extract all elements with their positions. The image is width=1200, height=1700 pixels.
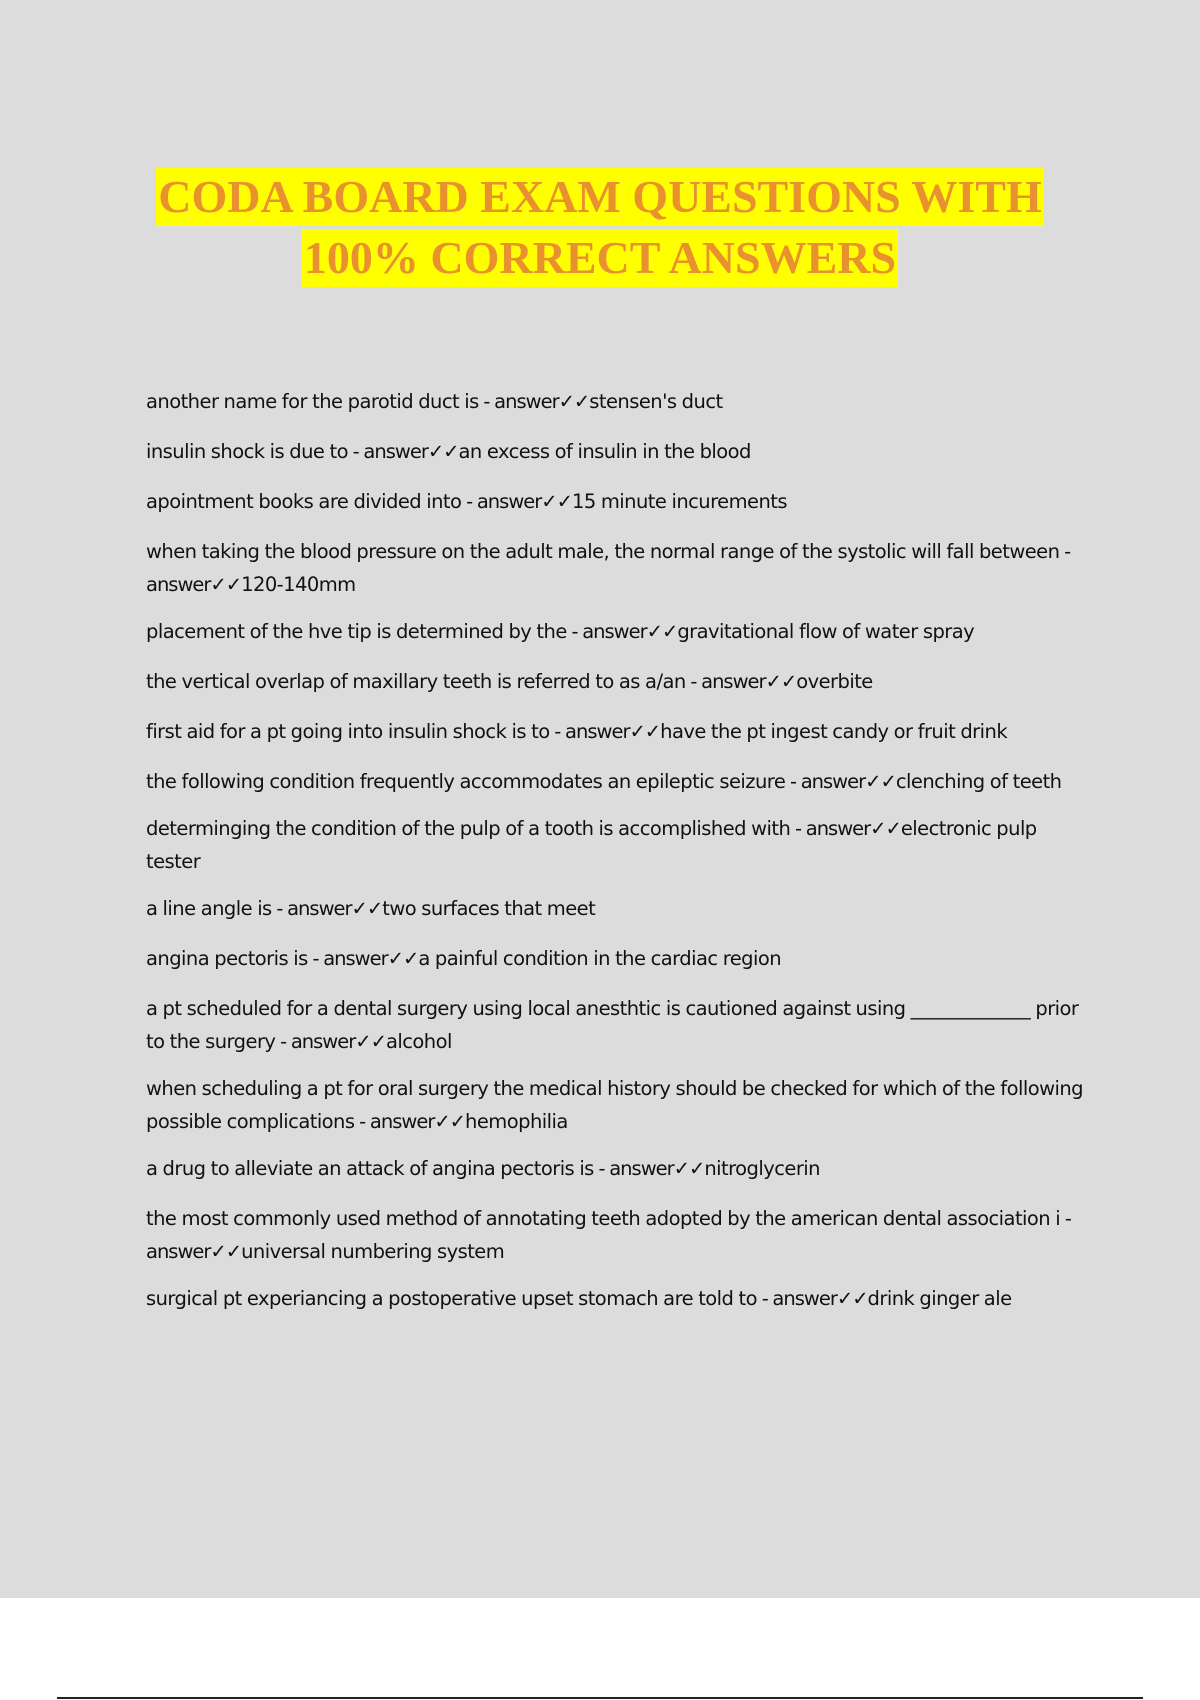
question-text: first aid for a pt going into insulin shock is to	[146, 720, 550, 743]
title-line-1: CODA BOARD EXAM QUESTIONS WITH	[156, 168, 1044, 226]
question-text: apointment books are divided into	[146, 490, 462, 513]
answer-separator: - answer✓✓	[478, 390, 590, 413]
answer-separator: - answer✓✓	[593, 1157, 705, 1180]
answer-text: gravitational flow of water spray	[677, 620, 975, 643]
list-item	[146, 892, 1086, 926]
list-item	[146, 535, 1086, 601]
answer-separator: - answer✓✓	[549, 720, 661, 743]
answer-text: stensen's duct	[589, 390, 723, 413]
question-text: angina pectoris is	[146, 947, 308, 970]
answer-separator: - answer✓✓	[785, 770, 896, 793]
list-item	[146, 765, 1086, 798]
answer-separator: - answer✓✓	[566, 620, 678, 643]
list-item	[146, 385, 1086, 419]
answer-separator: - answer✓✓	[790, 817, 901, 840]
question-text: a line angle is	[146, 897, 272, 920]
answer-text: drink ginger ale	[867, 1287, 1012, 1310]
answer-separator: - answer✓✓	[757, 1287, 868, 1310]
list-item	[146, 812, 1086, 878]
question-text: insulin shock is due to	[146, 440, 348, 463]
document-title	[0, 168, 1200, 290]
answer-text: alcohol	[385, 1030, 452, 1053]
answer-separator: - answer✓✓	[307, 947, 419, 970]
question-text: placement of the hve tip is determined by the	[146, 620, 567, 643]
answer-separator: - answer✓✓	[271, 897, 383, 920]
list-item	[146, 1282, 1086, 1316]
answer-text: an excess of insulin in the blood	[458, 440, 751, 463]
list-item	[146, 715, 1086, 749]
question-text: surgical pt experiancing a postoperative upset stomach are told to	[146, 1287, 757, 1310]
title-line-2: 100% CORRECT ANSWERS	[302, 229, 898, 287]
answer-separator: - answer✓✓	[461, 490, 572, 513]
answer-text: a painful condition in the cardiac region	[418, 947, 782, 970]
answer-text: two surfaces that meet	[382, 897, 596, 920]
answer-text: universal numbering system	[241, 1240, 505, 1263]
question-text: determinging the condition of the pulp of a tooth is accomplished with	[146, 817, 791, 840]
list-item	[146, 435, 1086, 469]
question-text: the following condition frequently accommodates an epileptic seizure	[146, 770, 786, 793]
answer-text: clenching of teeth	[895, 770, 1062, 793]
footer-divider	[57, 1697, 1143, 1699]
answer-separator: - answer✓✓	[685, 670, 797, 693]
question-answer-list	[146, 385, 1086, 1332]
answer-text: have the pt ingest candy or fruit drink	[660, 720, 1008, 743]
question-text: another name for the parotid duct is	[146, 390, 479, 413]
answer-text: electronic pulp tester	[146, 817, 1037, 873]
answer-text: hemophilia	[465, 1110, 568, 1133]
question-text: the most commonly used method of annotating teeth adopted by the american dental association i	[146, 1207, 1061, 1230]
list-item	[146, 1072, 1086, 1138]
answer-separator: - answer✓✓	[146, 1207, 1071, 1263]
list-item	[146, 615, 1086, 649]
question-text: the vertical overlap of maxillary teeth is referred to as a/an	[146, 670, 686, 693]
list-item	[146, 992, 1086, 1058]
list-item	[146, 485, 1086, 519]
question-text: a pt scheduled for a dental surgery using local anesthtic is cautioned against using _____________ prior to the surgery	[146, 997, 1079, 1053]
question-text: when scheduling a pt for oral surgery the medical history should be checked for which of the following possible complications	[146, 1077, 1083, 1133]
list-item	[146, 1152, 1086, 1186]
answer-separator: - answer✓✓	[347, 440, 459, 463]
answer-text: overbite	[796, 670, 873, 693]
answer-separator: - answer✓✓	[146, 540, 1071, 596]
question-text: a drug to alleviate an attack of angina pectoris is	[146, 1157, 594, 1180]
answer-text: nitroglycerin	[704, 1157, 820, 1180]
answer-text: 15 minute incurements	[571, 490, 788, 513]
list-item	[146, 942, 1086, 976]
list-item	[146, 665, 1086, 699]
question-text: when taking the blood pressure on the adult male, the normal range of the systolic will fall between	[146, 540, 1060, 563]
answer-separator: - answer✓✓	[354, 1110, 466, 1133]
list-item	[146, 1202, 1086, 1268]
answer-separator: - answer✓✓	[275, 1030, 386, 1053]
answer-text: 120-140mm	[241, 573, 356, 596]
